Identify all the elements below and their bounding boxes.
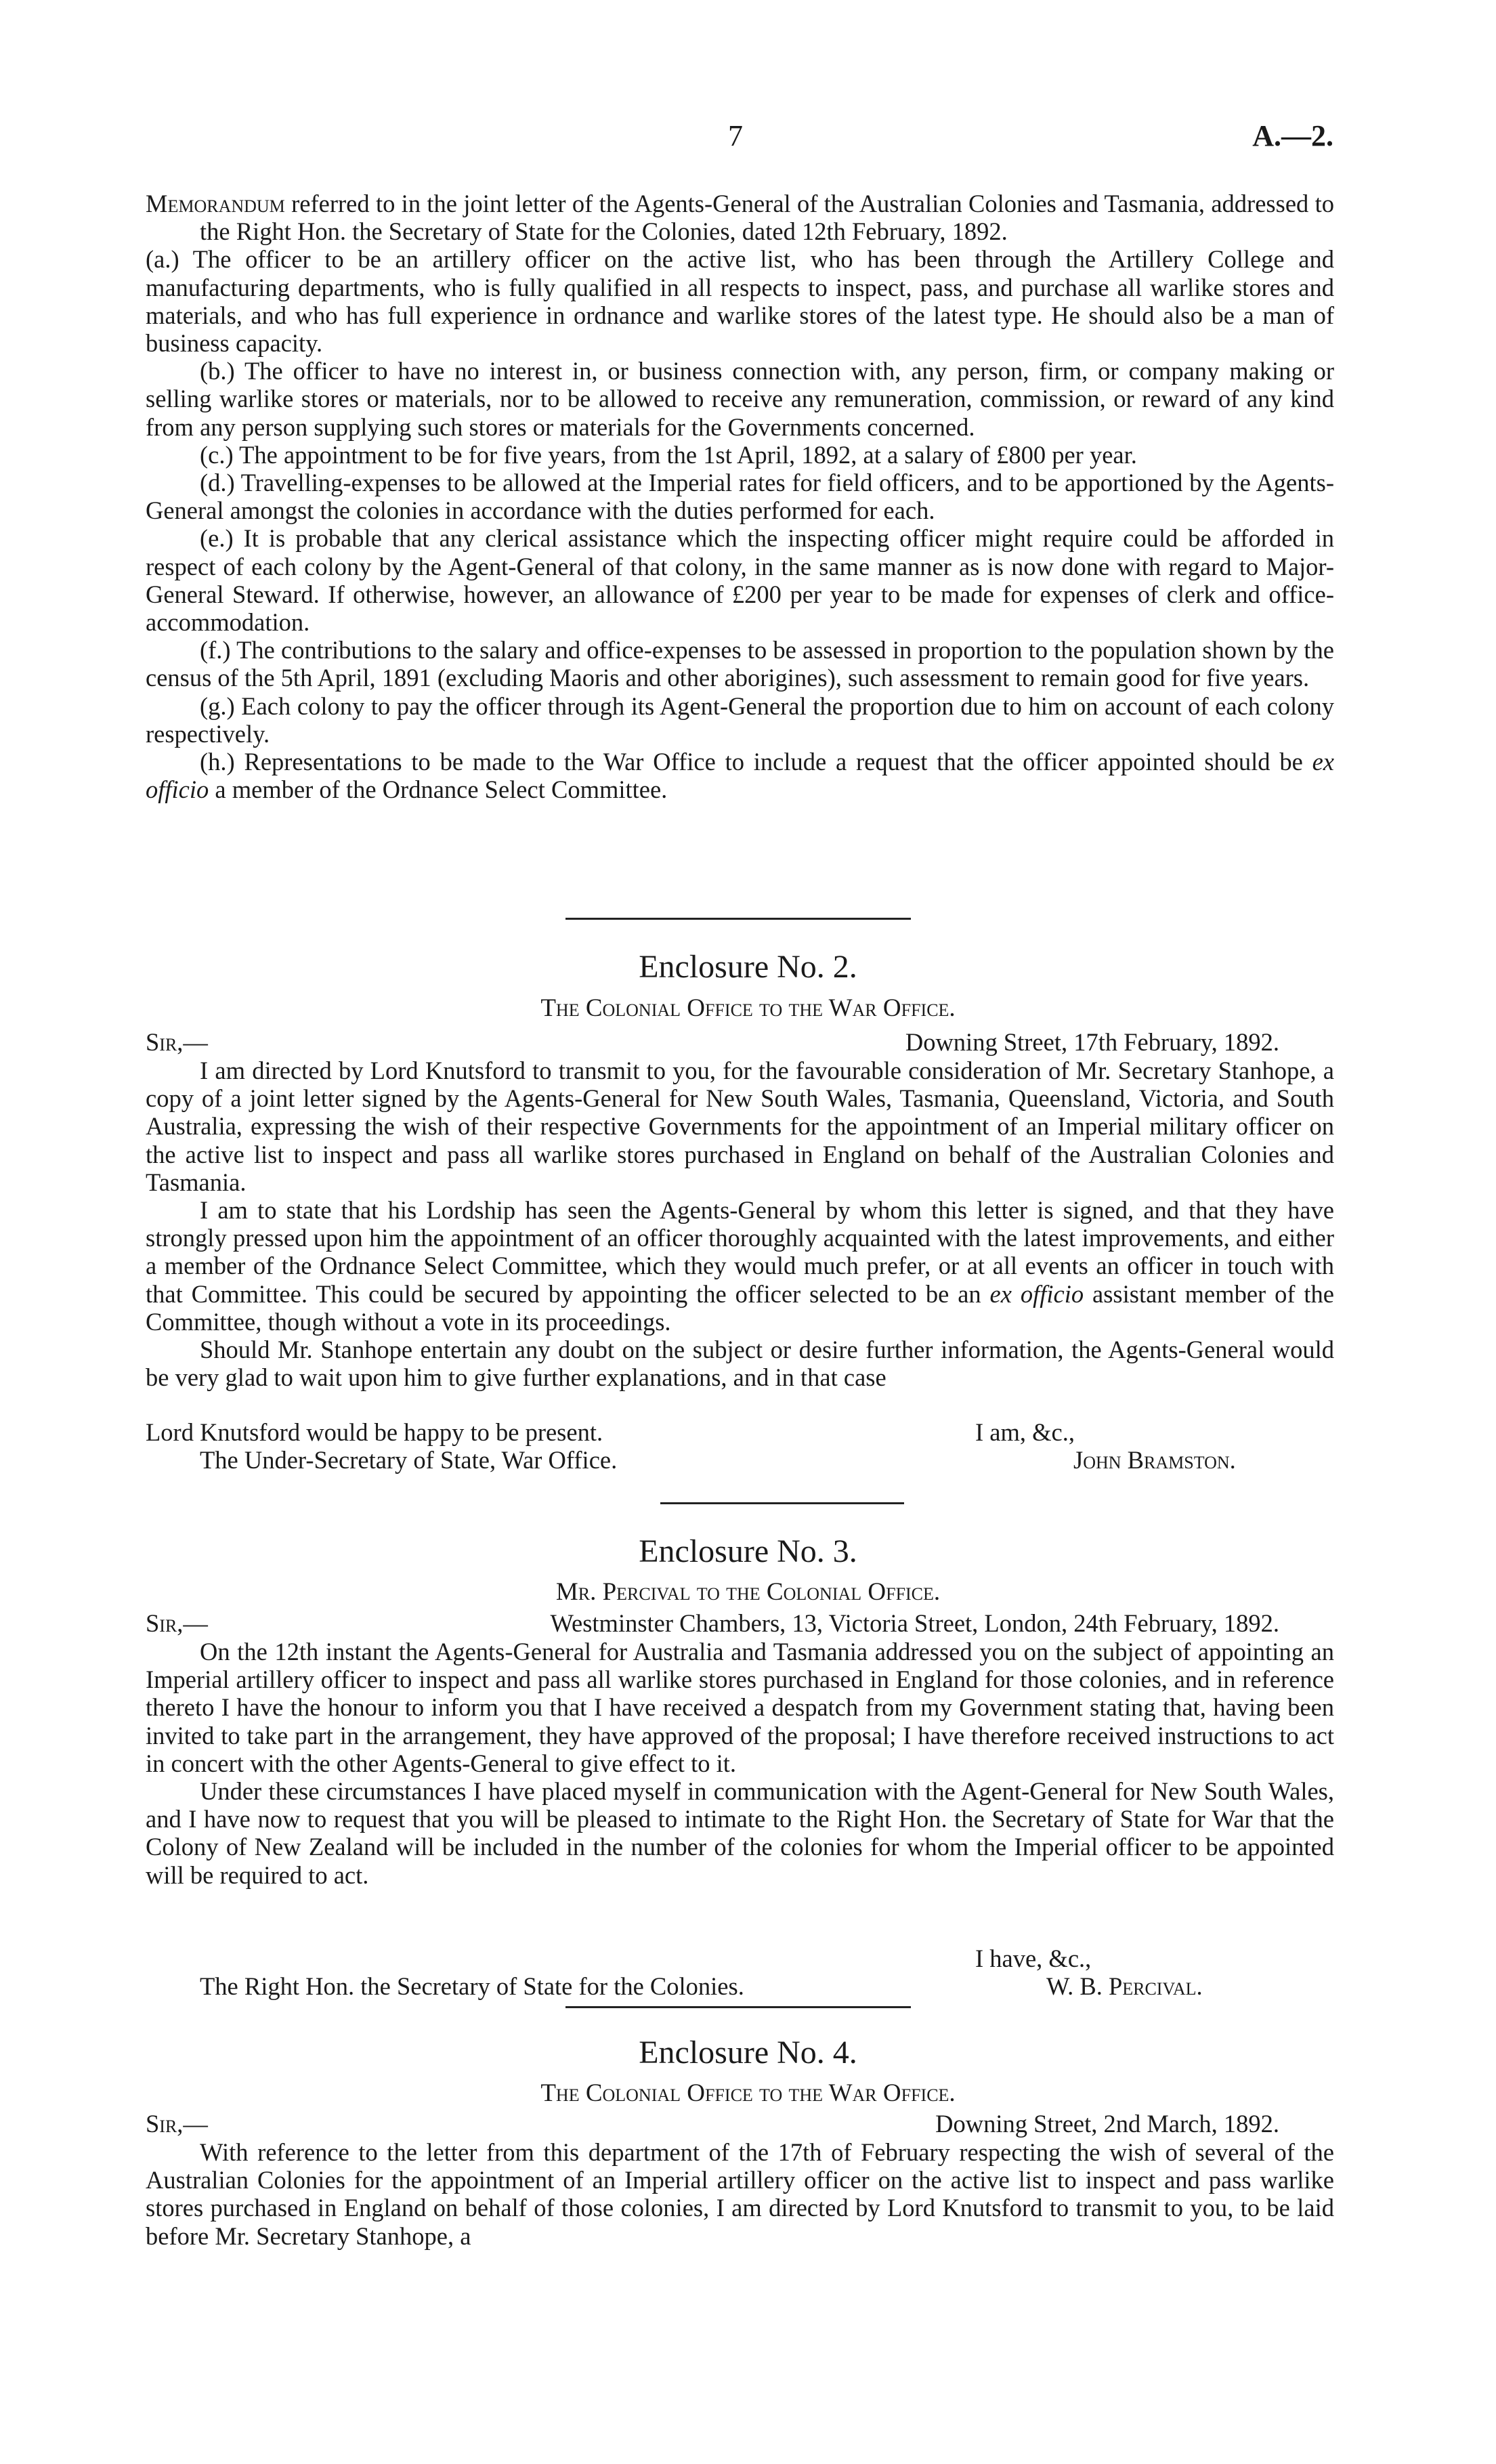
enclosure-4-paragraph-1: With reference to the letter from this department of the 17th of February respecting the wish of several of the Australian Colonies for the appointment of an Imperial artillery officer on the active list to inspect and pass warlike stores purchased in England on behalf of those colonies, I am directed by Lord Knutsford to transmit to you, to be laid before Mr. Secretary Stanhope, a [146, 2138, 1334, 2250]
enclosure-3-title: Enclosure No. 3. [639, 1533, 857, 1569]
page-number: 7 [728, 119, 743, 152]
memorandum-heading-text: referred to in the joint letter of the Agents-General of the Australian Colonies and Tasmania, addressed to the Right Hon. the Secretary of State for the Colonies, dated 12th February, 1892. [200, 190, 1335, 246]
clause-h-text: (h.) Representations to be made to the War Office to include a request that the officer appointed should be [200, 748, 1312, 776]
enclosure-2-salutation: Sir,— [146, 1028, 208, 1056]
enclosure-4-body [146, 2138, 1334, 2250]
memorandum-clause-c: (c.) The appointment to be for five years, from the 1st April, 1892, at a salary of £800 per year. [200, 440, 1137, 469]
enclosure-2-dateline: Downing Street, 17th February, 1892. [905, 1028, 1279, 1056]
memorandum-clause-a: (a.) The officer to be an artillery officer on the active list, who has been through the Artillery College and manufacturing departments, who is fully qualified in all respects to inspect, pass, and purchase all warlike stores and materials, and who has full experience in ordnance and warlike stores of the latest type. He should also be a man of business capacity. [146, 245, 1334, 358]
enclosure-4-title: Enclosure No. 4. [639, 2035, 857, 2070]
enclosure-3-paragraph-1: On the 12th instant the Agents-General for Australia and Tasmania addressed you on the subject of appointing an Imperial artillery officer to inspect and pass all warlike stores purchased in England for those colonies, and in reference thereto I have the honour to inform you that I have received a despatch from my Government stating that, having been invited to take part in the arrangement, they have approved of the proposal; I have therefore received instructions to act in concert with the other Agents-General to give effect to it. [146, 1638, 1334, 1777]
memorandum-clause-h [146, 748, 1334, 803]
enclosure-4-salutation: Sir,— [146, 2110, 208, 2138]
enc2-p2-text: I am to state that his Lordship has seen the Agents-General by whom this letter is signed, and that they have strongly pressed upon him the appointment of an officer thoroughly acquainted with the latest improvements, and either a member of the Ordnance Select Committee, which they would much prefer, or at all events an officer in touch with that Committee. This could be secured by appointing the officer selected to be an [146, 1196, 1334, 1308]
section-divider [565, 2006, 911, 2008]
memorandum-clause-e: (e.) It is probable that any clerical assistance which the inspecting officer might require could be afforded in respect of each colony by the Agent-General of that colony, in the same manner as is now done with regard to Major-General Steward. If otherwise, however, an allowance of £200 per year to be made for expenses of clerk and office-accommodation. [146, 524, 1334, 637]
clause-h-italic: ex officio [146, 748, 1334, 804]
page-reference: A.—2. [1252, 119, 1333, 152]
enclosure-3-subtitle: Mr. Percival to the Colonial Office. [555, 1578, 941, 1606]
enclosure-2-title: Enclosure No. 2. [639, 949, 857, 985]
enclosure-2-closing: I am, &c., [975, 1418, 1075, 1446]
memorandum-clause-b: (b.) The officer to have no interest in, or business connection with, any person, firm, or company making or selling warlike stores or materials, nor to be allowed to receive any remuneration, commission, or reward of any kind from any person supplying such stores or materials for the Governments concerned. [146, 357, 1334, 441]
clause-h-text-end: a member of the Ordnance Select Committee. [209, 776, 668, 804]
page-header [0, 119, 1496, 166]
enclosure-3-addressee: The Right Hon. the Secretary of State for the Colonies. [200, 1972, 744, 2000]
enclosure-3-closing: I have, &c., [975, 1945, 1092, 1972]
memorandum-section [146, 190, 1334, 803]
enclosure-2-addressee: The Under-Secretary of State, War Office. [200, 1446, 618, 1474]
enclosure-3-signature: W. B. Percival. [1046, 1972, 1203, 2000]
enc2-p2-italic: ex officio [989, 1279, 1084, 1308]
enclosure-2-paragraph-1: I am directed by Lord Knutsford to transmit to you, for the favourable consideration of Mr. Secretary Stanhope, a copy of a joint letter signed by the Agents-General for New South Wales, Tasmania, Queensland, Victoria, and South Australia, expressing the wish of their respective Governments for the appointment of an Imperial military officer on the active list to inspect and pass all warlike stores purchased in England on behalf of the Australian Colonies and Tasmania. [146, 1057, 1334, 1196]
enclosure-2-paragraph-3-end: Lord Knutsford would be happy to be present. [146, 1418, 603, 1446]
enclosure-4-dateline: Downing Street, 2nd March, 1892. [935, 2110, 1279, 2138]
enclosure-3-dateline: Westminster Chambers, 13, Victoria Street, London, 24th February, 1892. [550, 1609, 1279, 1637]
enclosure-4-subtitle: The Colonial Office to the War Office. [540, 2079, 956, 2107]
enc2-p2-text-end: assistant member of the Committee, though without a vote in its proceedings. [146, 1279, 1334, 1336]
enclosure-2-paragraph-3: Should Mr. Stanhope entertain any doubt on the subject or desire further information, the Agents-General would be very glad to wait upon him to give further explanations, and in that case [146, 1336, 1334, 1392]
enclosure-3-body [146, 1638, 1334, 1889]
enclosure-2-paragraph-2 [146, 1196, 1334, 1336]
enclosure-2-subtitle: The Colonial Office to the War Office. [540, 994, 956, 1022]
memorandum-heading-word: Memorandum [146, 190, 285, 217]
enclosure-2-signature: John Bramston. [1073, 1446, 1236, 1474]
enclosure-2-body [146, 1057, 1334, 1391]
section-divider [565, 918, 911, 920]
section-divider [660, 1502, 904, 1504]
memorandum-clause-g: (g.) Each colony to pay the officer through its Agent-General the proportion due to him on account of each colony respectively. [146, 692, 1334, 748]
enclosure-3-paragraph-2: Under these circumstances I have placed myself in communication with the Agent-General for New South Wales, and I have now to request that you will be pleased to intimate to the Right Hon. the Secretary of State for War that the Colony of New Zealand will be included in the number of the colonies for whom the Imperial officer to be appointed will be required to act. [146, 1777, 1334, 1889]
memorandum-heading [146, 190, 1334, 245]
memorandum-clause-d: (d.) Travelling-expenses to be allowed at the Imperial rates for field officers, and to be apportioned by the Agents-General amongst the colonies in accordance with the duties performed for each. [146, 469, 1334, 525]
memorandum-clause-f: (f.) The contributions to the salary and office-expenses to be assessed in proportion to the population shown by the census of the 5th April, 1891 (excluding Maoris and other aborigines), such assessment to remain good for five years. [146, 636, 1334, 692]
enclosure-3-salutation: Sir,— [146, 1609, 208, 1637]
